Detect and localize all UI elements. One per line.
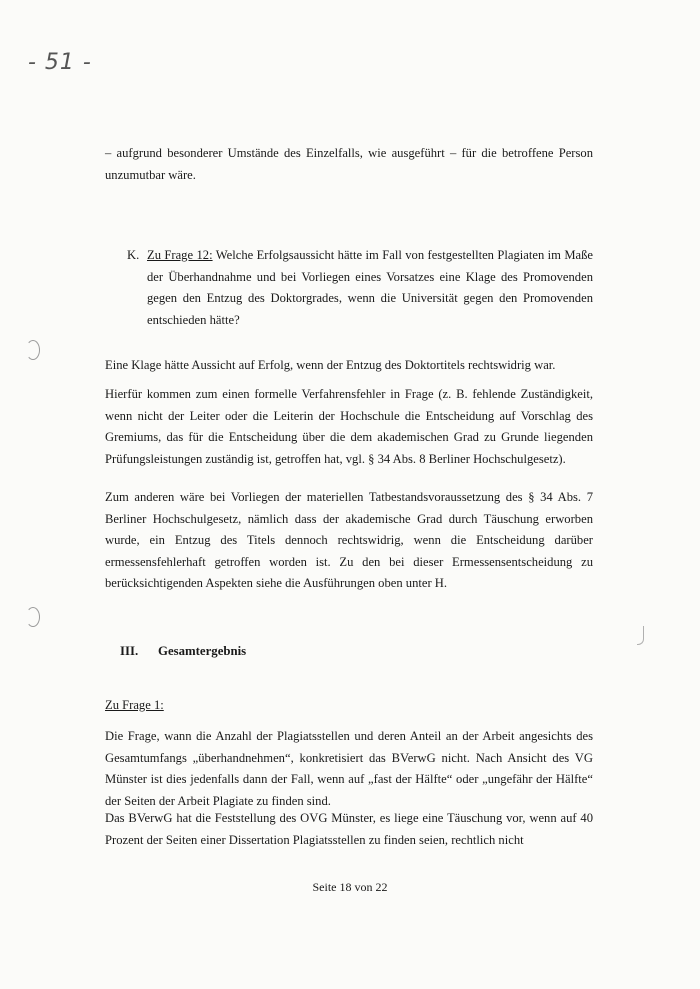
subheading-frage-1: Zu Frage 1: <box>105 698 164 712</box>
paragraph-materiell: Zum anderen wäre bei Vorliegen der materiellen Tatbestandsvoraussetzung des § 34 Abs. 7 Berliner Hochschulgesetz, nämlich dass der akademische Grad durch Täuschung erworben wurde, ein Entzug des Titels dennoch rechtswidrig, wenn die Entscheidung darüber ermessensfehlerhaft getroffen worden ist. Zu den bei dieser Ermessensentscheidung zu berücksichtigenden Aspekten siehe die Ausführungen oben unter H. <box>105 490 593 590</box>
paragraph-intro: – aufgrund besonderer Umstände des Einzelfalls, wie ausgeführt – für die betroffene Person unzumutbar wäre. <box>105 146 593 182</box>
section-number: III. <box>120 644 139 658</box>
paragraph-formell: Hierfür kommen zum einen formelle Verfahrensfehler in Frage (z. B. fehlende Zuständigkeit, wenn nicht der Leiter oder die Leiterin der Hochschule die Entscheidung auf Vorschlag des Gremiums, das für die Entscheidung über die dem akademischen Grad zu Grunde liegenden Prüfungsleistungen zuständig ist, getroffen hat, vgl. § 34 Abs. 8 Berliner Hochschulgesetz). <box>105 387 593 466</box>
section-k-label: K. <box>127 248 140 262</box>
section-k-reference: Zu Frage 12: <box>147 248 213 262</box>
section-k <box>127 245 593 331</box>
paragraph-frage-1: Die Frage, wann die Anzahl der Plagiatsstellen und deren Anteil an der Arbeit angesichts des Gesamtumfangs „überhandnehmen“, konkretisiert das BVerwG nicht. Nach Ansicht des VG Münster ist dies jedenfalls dann der Fall, wenn auf „fast der Hälfte“ oder „ungefähr der Hälfte“ der Seiten der Arbeit Plagiate zu finden sind. <box>105 729 593 808</box>
punch-hole-mark <box>26 607 40 627</box>
section-heading <box>120 644 246 659</box>
section-title: Gesamtergebnis <box>158 644 247 658</box>
page-footer: Seite 18 von 22 <box>312 880 388 894</box>
section-k-question <box>147 245 593 331</box>
scan-edge-mark <box>637 626 644 645</box>
handwritten-page-number: - 51 - <box>28 50 92 75</box>
paragraph-klage: Eine Klage hätte Aussicht auf Erfolg, wenn der Entzug des Doktortitels rechtswidrig war. <box>105 358 556 372</box>
punch-hole-mark <box>26 340 40 360</box>
section-k-question-text: Welche Erfolgsaussicht hätte im Fall von festgestellten Plagiaten im Maße der Überhandnahme und bei Vorliegen eines Vorsatzes eine Klage des Promovenden gegen den Entzug des Doktorgrades, wenn die Universität gegen den Promovenden entschieden hätte? <box>147 248 594 327</box>
paragraph-bverwg: Das BVerwG hat die Feststellung des OVG Münster, es liege eine Täuschung vor, wenn auf 40 Prozent der Seiten einer Dissertation Plagiatsstellen zu finden seien, rechtlich nicht <box>105 811 593 847</box>
